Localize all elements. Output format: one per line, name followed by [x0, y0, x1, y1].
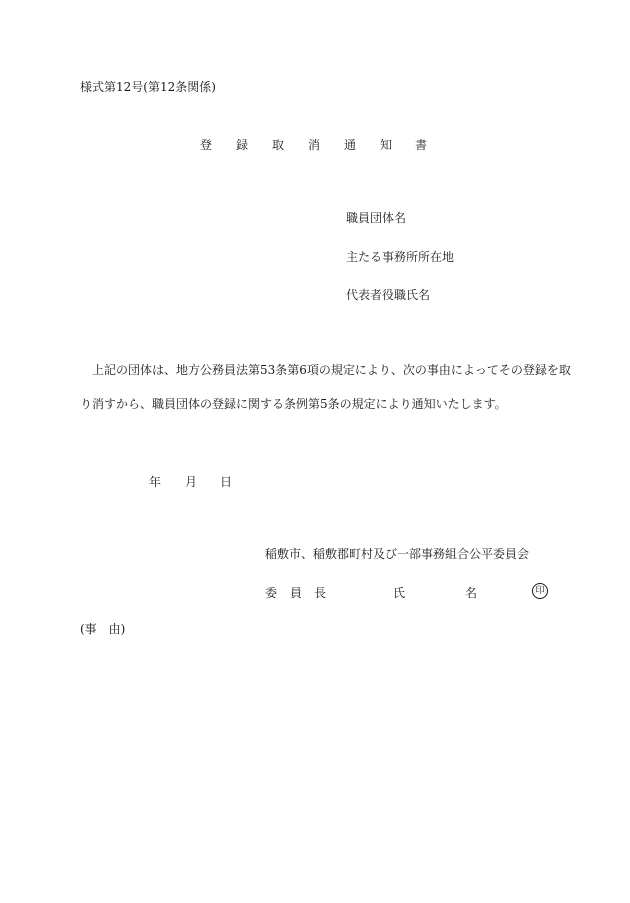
title-char: 消 [308, 138, 321, 152]
body-text-line-1: 上記の団体は、地方公務員法第53条第6項の規定により、次の事由によってその登録を取 [92, 363, 571, 377]
signature-title-char: 長 [314, 586, 327, 600]
office-address-label: 主たる事務所所在地 [346, 250, 455, 264]
body-text-line-2: り消すから、職員団体の登録に関する条例第5条の規定により通知いたします。 [80, 397, 507, 411]
seal-mark: 印 [532, 583, 548, 599]
date-day: 日 [220, 475, 233, 489]
title-char: 知 [380, 138, 393, 152]
title-char: 登 [200, 138, 213, 152]
committee-name: 稲敷市、稲敷郡町村及び一部事務組合公平委員会 [265, 547, 530, 561]
signature-name-char: 名 [465, 586, 478, 600]
signature-title-char: 員 [290, 586, 303, 600]
reason-label: (事 由) [80, 622, 126, 636]
title-char: 通 [344, 138, 357, 152]
form-number: 様式第12号(第12条関係) [80, 80, 216, 94]
representative-label: 代表者役職氏名 [346, 288, 431, 302]
title-char: 録 [236, 138, 249, 152]
title-char: 書 [415, 138, 428, 152]
signature-title-char: 委 [265, 586, 278, 600]
date-month: 月 [185, 475, 198, 489]
date-year: 年 [149, 475, 162, 489]
group-name-label: 職員団体名 [346, 211, 407, 225]
title-char: 取 [272, 138, 285, 152]
signature-name-char: 氏 [393, 586, 406, 600]
